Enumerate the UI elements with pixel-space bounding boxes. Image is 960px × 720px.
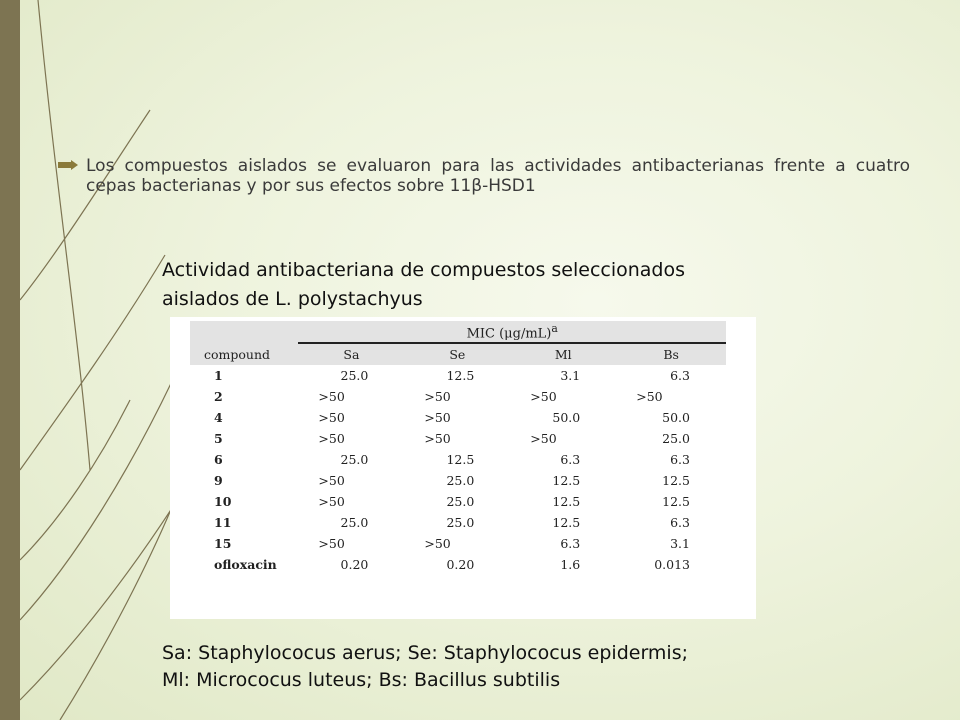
mic-value-cell: 6.3 [670,452,690,467]
column-header-sa: Sa [343,347,360,362]
table-row [190,491,726,512]
mic-group-header: MIC $(\mu g/mL)^a$ [298,321,726,343]
caption-line-2: aislados de L. polystachyus [162,288,423,310]
mic-table-image [170,317,756,619]
mic-value-cell: 25.0 [446,494,475,509]
footnote-line-1: Sa: Staphylococus aerus; Se: Staphylococus epidermis; [162,642,689,664]
mic-value-cell: 6.3 [670,515,690,530]
bullet-point [58,156,910,196]
mic-value-cell: 50.0 [552,410,581,425]
mic-value-cell: >50 [318,536,345,551]
mic-value-cell: 1.6 [560,557,581,572]
compound-cell: 1 [214,368,223,383]
table-corner [190,321,298,343]
compound-cell: 15 [214,536,232,551]
mic-value-cell: 0.20 [446,557,475,572]
column-header-ml: Ml [554,347,572,362]
mic-value-cell: 0.013 [654,557,690,572]
mic-value-cell: >50 [424,389,451,404]
mic-value-cell: >50 [318,410,345,425]
mic-value-cell: 6.3 [560,536,581,551]
abbreviation-footnote [162,640,862,694]
table-caption [162,256,842,314]
mic-value-cell: 12.5 [662,473,690,488]
mic-value-cell: 25.0 [446,473,475,488]
mic-value-cell: >50 [318,431,345,446]
compound-cell: 9 [214,473,223,488]
mic-value-cell: >50 [530,431,557,446]
compound-column-header: compound [204,346,271,362]
table-row [190,470,726,491]
mic-value-cell: 25.0 [340,368,369,383]
mic-value-cell: 6.3 [560,452,581,467]
table-row [190,428,726,449]
mic-value-cell: 12.5 [552,473,581,488]
mic-value-cell: 25.0 [446,515,475,530]
column-header-bs: Bs [663,347,679,362]
compound-cell: 2 [214,389,223,404]
mic-value-cell: >50 [424,410,451,425]
mic-value-cell: >50 [318,473,345,488]
mic-value-cell: >50 [318,389,345,404]
mic-value-cell: 12.5 [446,368,475,383]
mic-value-cell: 12.5 [552,494,581,509]
table-row [190,407,726,428]
mic-value-cell: 12.5 [446,452,475,467]
bullet-text: Los compuestos aislados se evaluaron para las actividades antibacterianas frente a cuatro cepas bacterianas y por sus efectos sobre 11β-HSD1 [86,156,910,196]
compound-cell: 11 [214,515,232,530]
table-row [190,554,726,575]
compound-cell: 10 [214,494,232,509]
mic-value-cell: 25.0 [340,452,369,467]
mic-value-cell: >50 [424,536,451,551]
mic-value-cell: 12.5 [552,515,581,530]
compound-cell: 6 [214,452,223,467]
table-row [190,386,726,407]
mic-value-cell: 3.1 [670,536,690,551]
mic-value-cell: 25.0 [340,515,369,530]
mic-value-cell: 0.20 [340,557,369,572]
pencil-icon [58,159,78,171]
mic-table [190,321,726,575]
compound-cell: ofloxacin [214,557,277,572]
mic-value-cell: 3.1 [560,368,581,383]
mic-value-cell: >50 [530,389,557,404]
column-header-row [190,343,726,365]
footnote-line-2: Ml: Micrococus luteus; Bs: Bacillus subtilis [162,669,561,691]
mic-value-cell: 50.0 [662,410,690,425]
table-row [190,533,726,554]
table-row [190,449,726,470]
mic-value-cell: >50 [424,431,451,446]
column-header-se: Se [449,347,466,362]
mic-value-cell: >50 [636,389,663,404]
table-row [190,365,726,386]
mic-value-cell: >50 [318,494,345,509]
compound-cell: 5 [214,431,223,446]
mic-value-cell: 12.5 [662,494,690,509]
mic-value-cell: 25.0 [662,431,690,446]
compound-cell: 4 [214,410,223,425]
mic-value-cell: 6.3 [670,368,690,383]
left-accent-bar [0,0,20,720]
table-row [190,512,726,533]
caption-line-1: Actividad antibacteriana de compuestos seleccionados [162,259,686,281]
